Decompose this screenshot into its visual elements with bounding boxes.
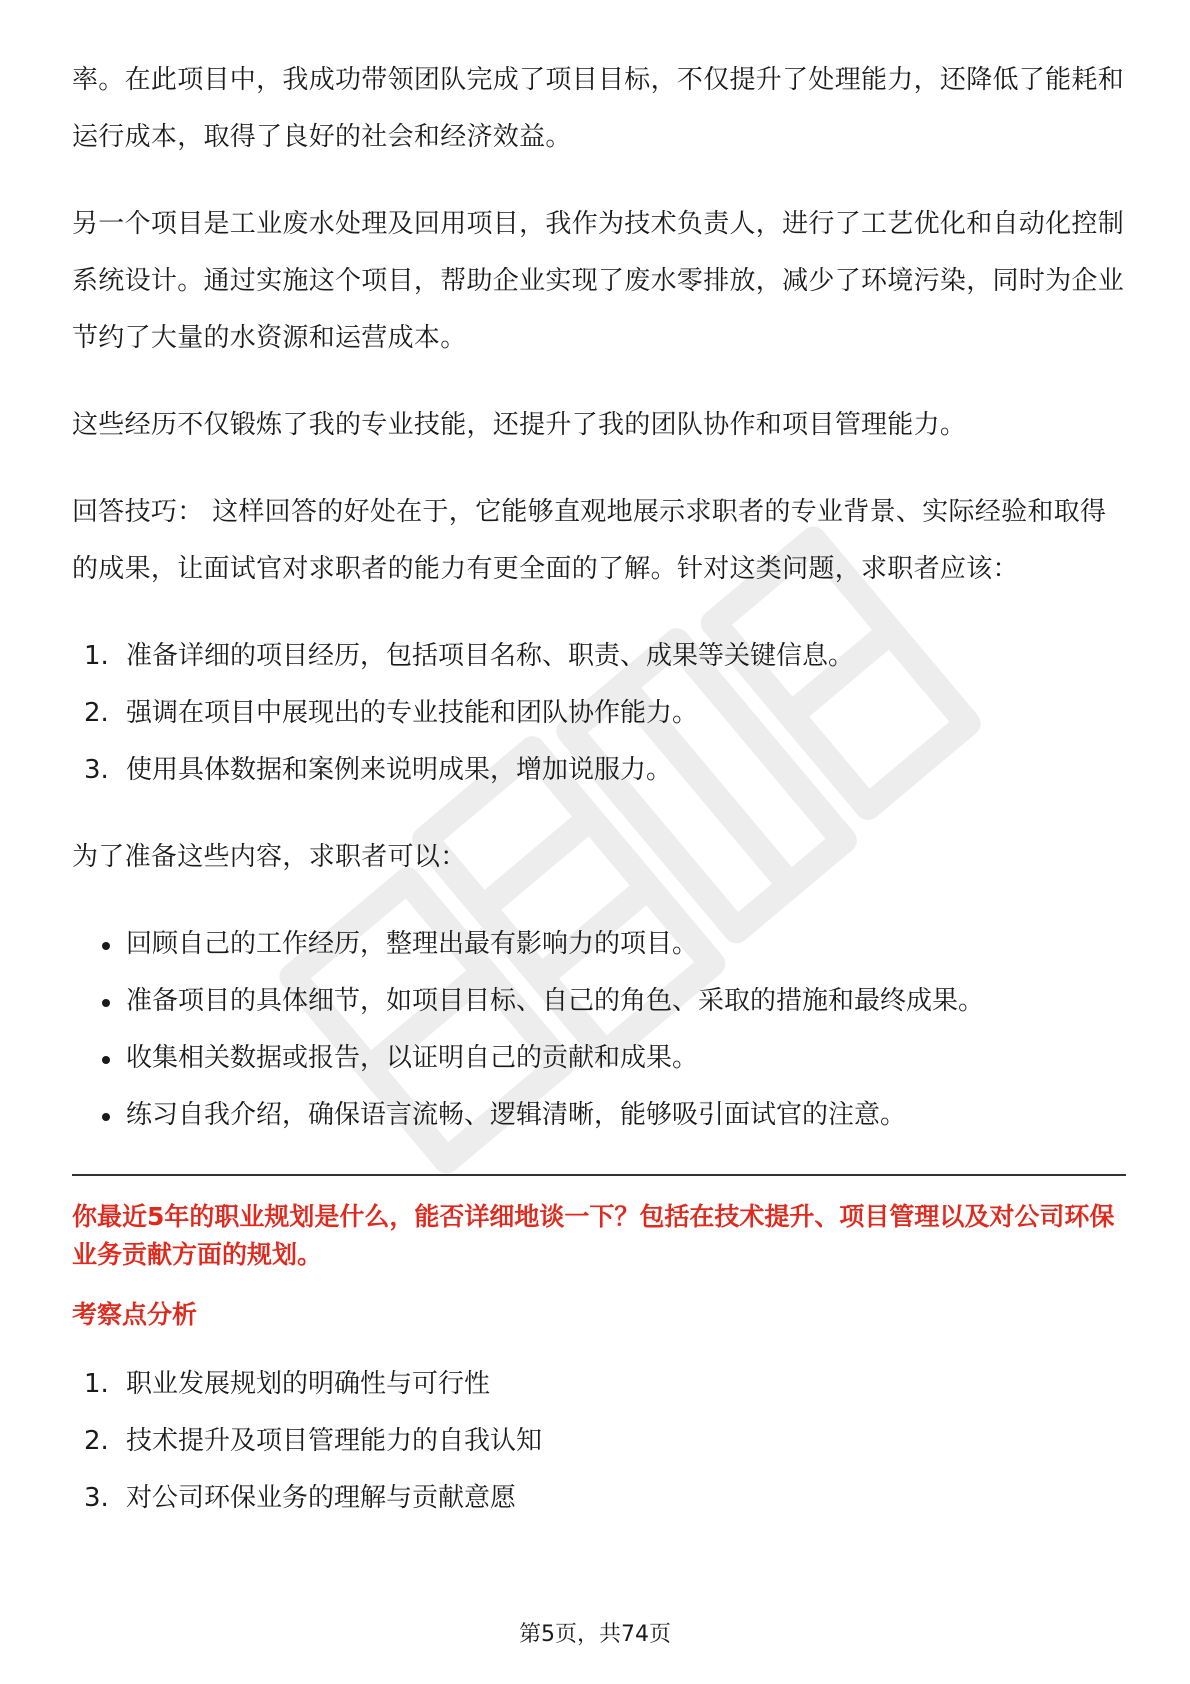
list-item: 练习自我介绍，确保语言流畅、逻辑清晰，能够吸引面试官的注意。	[72, 1087, 1126, 1144]
analysis-numbered-list	[72, 1356, 1126, 1527]
bullet-icon	[102, 942, 110, 950]
bullet-icon	[102, 999, 110, 1007]
paragraph-prep-intro: 为了准备这些内容，求职者可以：	[72, 842, 467, 872]
interview-question: 你最近5年的职业规划是什么，能否详细地谈一下？包括在技术提升、项目管理以及对公司环保业务贡献方面的规划。	[72, 1202, 1115, 1269]
page-number-footer: 第5页，共74页	[519, 1622, 671, 1647]
paragraph-experience-summary: 这些经历不仅锻炼了我的专业技能，还提升了我的团队协作和项目管理能力。	[72, 410, 967, 440]
prep-bullet-list	[72, 916, 1126, 1144]
bullet-icon	[102, 1113, 110, 1121]
list-item: 3. 使用具体数据和案例来说明成果，增加说服力。	[84, 755, 673, 785]
list-item: 准备项目的具体细节，如项目目标、自己的角色、采取的措施和最终成果。	[72, 973, 1126, 1030]
document-page	[72, 52, 1126, 1527]
tips-numbered-list	[72, 628, 1126, 799]
list-item: 3. 对公司环保业务的理解与贡献意愿	[84, 1483, 517, 1513]
list-item: 2. 强调在项目中展现出的专业技能和团队协作能力。	[84, 698, 699, 728]
list-item: 2. 技术提升及项目管理能力的自我认知	[84, 1426, 543, 1456]
list-item: 回顾自己的工作经历，整理出最有影响力的项目。	[72, 916, 1126, 973]
list-item: 1. 准备详细的项目经历，包括项目名称、职责、成果等关键信息。	[84, 641, 855, 671]
paragraph-project-result: 率。在此项目中，我成功带领团队完成了项目目标，不仅提升了处理能力，还降低了能耗和运行成本，取得了良好的社会和经济效益。	[72, 65, 1125, 152]
list-item: 收集相关数据或报告，以证明自己的贡献和成果。	[72, 1030, 1126, 1087]
paragraph-wastewater-project: 另一个项目是工业废水处理及回用项目，我作为技术负责人，进行了工艺优化和自动化控制系统设计。通过实施这个项目，帮助企业实现了废水零排放，减少了环境污染，同时为企业节约了大量的水资源和运营成本。	[72, 209, 1125, 353]
analysis-heading: 考察点分析	[72, 1300, 198, 1329]
list-item: 1. 职业发展规划的明确性与可行性	[84, 1369, 491, 1399]
bullet-icon	[102, 1056, 110, 1064]
paragraph-answer-tips: 回答技巧： 这样回答的好处在于，它能够直观地展示求职者的专业背景、实际经验和取得的成果，让面试官对求职者的能力有更全面的了解。针对这类问题，求职者应该：	[72, 497, 1107, 584]
